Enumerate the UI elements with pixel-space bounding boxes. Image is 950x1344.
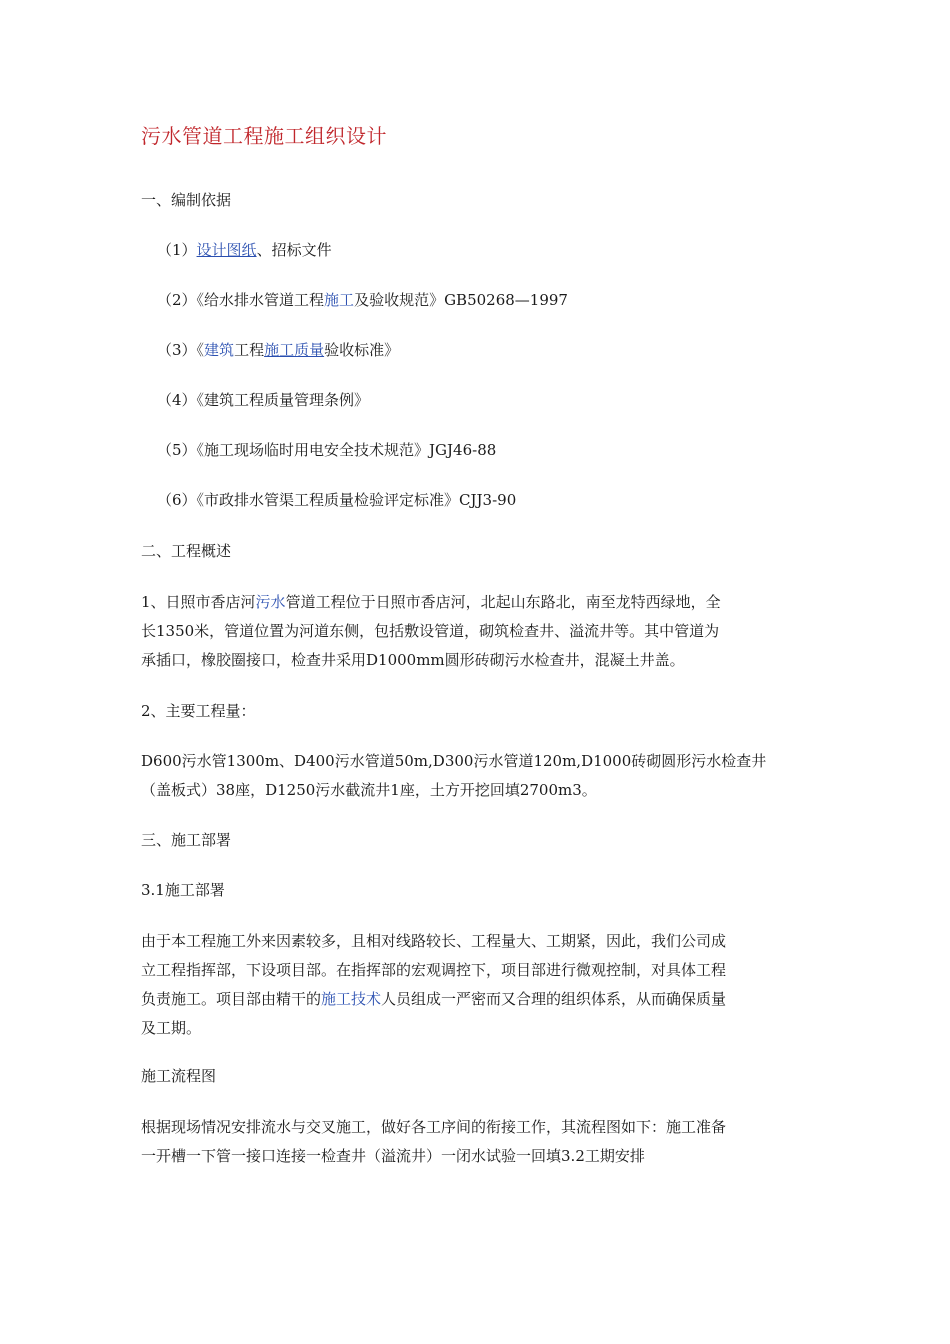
link-construction[interactable]: 施工 bbox=[324, 291, 355, 309]
section-heading-2: 二、工程概述 bbox=[141, 542, 232, 560]
basis-item-3: （3）《建筑工程施工质量验收标准》 bbox=[157, 341, 400, 359]
basis-item-4: （4）《建筑工程质量管理条例》 bbox=[157, 391, 370, 409]
basis-item-5: （5）《施工现场临时用电安全技术规范》JGJ46-88 bbox=[157, 441, 497, 459]
subheading-3-1: 3.1施工部署 bbox=[141, 881, 225, 899]
document-title: 污水管道工程施工组织设计 bbox=[141, 124, 387, 148]
basis-item-6: （6）《市政排水管渠工程质量检验评定标准》CJJ3-90 bbox=[157, 491, 517, 509]
subheading-quantities: 2、主要工程量： bbox=[141, 702, 256, 720]
link-building[interactable]: 建筑 bbox=[204, 341, 235, 359]
link-construction-quality[interactable]: 施工质量 bbox=[264, 341, 325, 359]
link-sewage[interactable]: 污水 bbox=[255, 593, 286, 611]
quantities-paragraph: D600污水管1300m、D400污水管道50m,D300污水管道120m,D1000砖砌圆形污水检查井 （盖板式）38座，D1250污水截流井1座，土方开挖回填2700m3。 bbox=[141, 752, 767, 799]
section-heading-1: 一、编制依据 bbox=[141, 191, 232, 209]
subheading-flow-chart: 施工流程图 bbox=[141, 1067, 217, 1085]
link-design-drawings[interactable]: 设计图纸 bbox=[196, 241, 257, 259]
section-heading-3: 三、施工部署 bbox=[141, 831, 232, 849]
overview-paragraph: 1、日照市香店河污水管道工程位于日照市香店河，北起山东路北，南至龙特西绿地，全 长1350米，管道位置为河道东侧，包括敷设管道，砌筑检查井、溢流井等。其中管道为 承插口，橡胶圈接口，检查井采用D1000mm圆形砖砌污水检查井，混凝土井盖。 bbox=[141, 593, 721, 669]
basis-item-1: （1）设计图纸、招标文件 bbox=[157, 241, 332, 259]
basis-item-2: （2）《给水排水管道工程施工及验收规范》GB50268—1997 bbox=[157, 291, 568, 309]
deployment-paragraph: 由于本工程施工外来因素较多，且相对线路较长、工程量大、工期紧，因此，我们公司成 立工程指挥部，下设项目部。在指挥部的宏观调控下，项目部进行微观控制，对具体工程 负责施工。项目部由精干的施工技术人员组成一严密而又合理的组织体系，从而确保质量 及工期。 bbox=[141, 932, 727, 1037]
link-construction-technology[interactable]: 施工技术 bbox=[321, 990, 382, 1008]
flow-paragraph: 根据现场情况安排流水与交叉施工，做好各工序间的衔接工作，其流程图如下：施工准备 一开槽一下管一接口连接一检查井（溢流井）一闭水试验一回填3.2工期安排 bbox=[141, 1118, 727, 1165]
